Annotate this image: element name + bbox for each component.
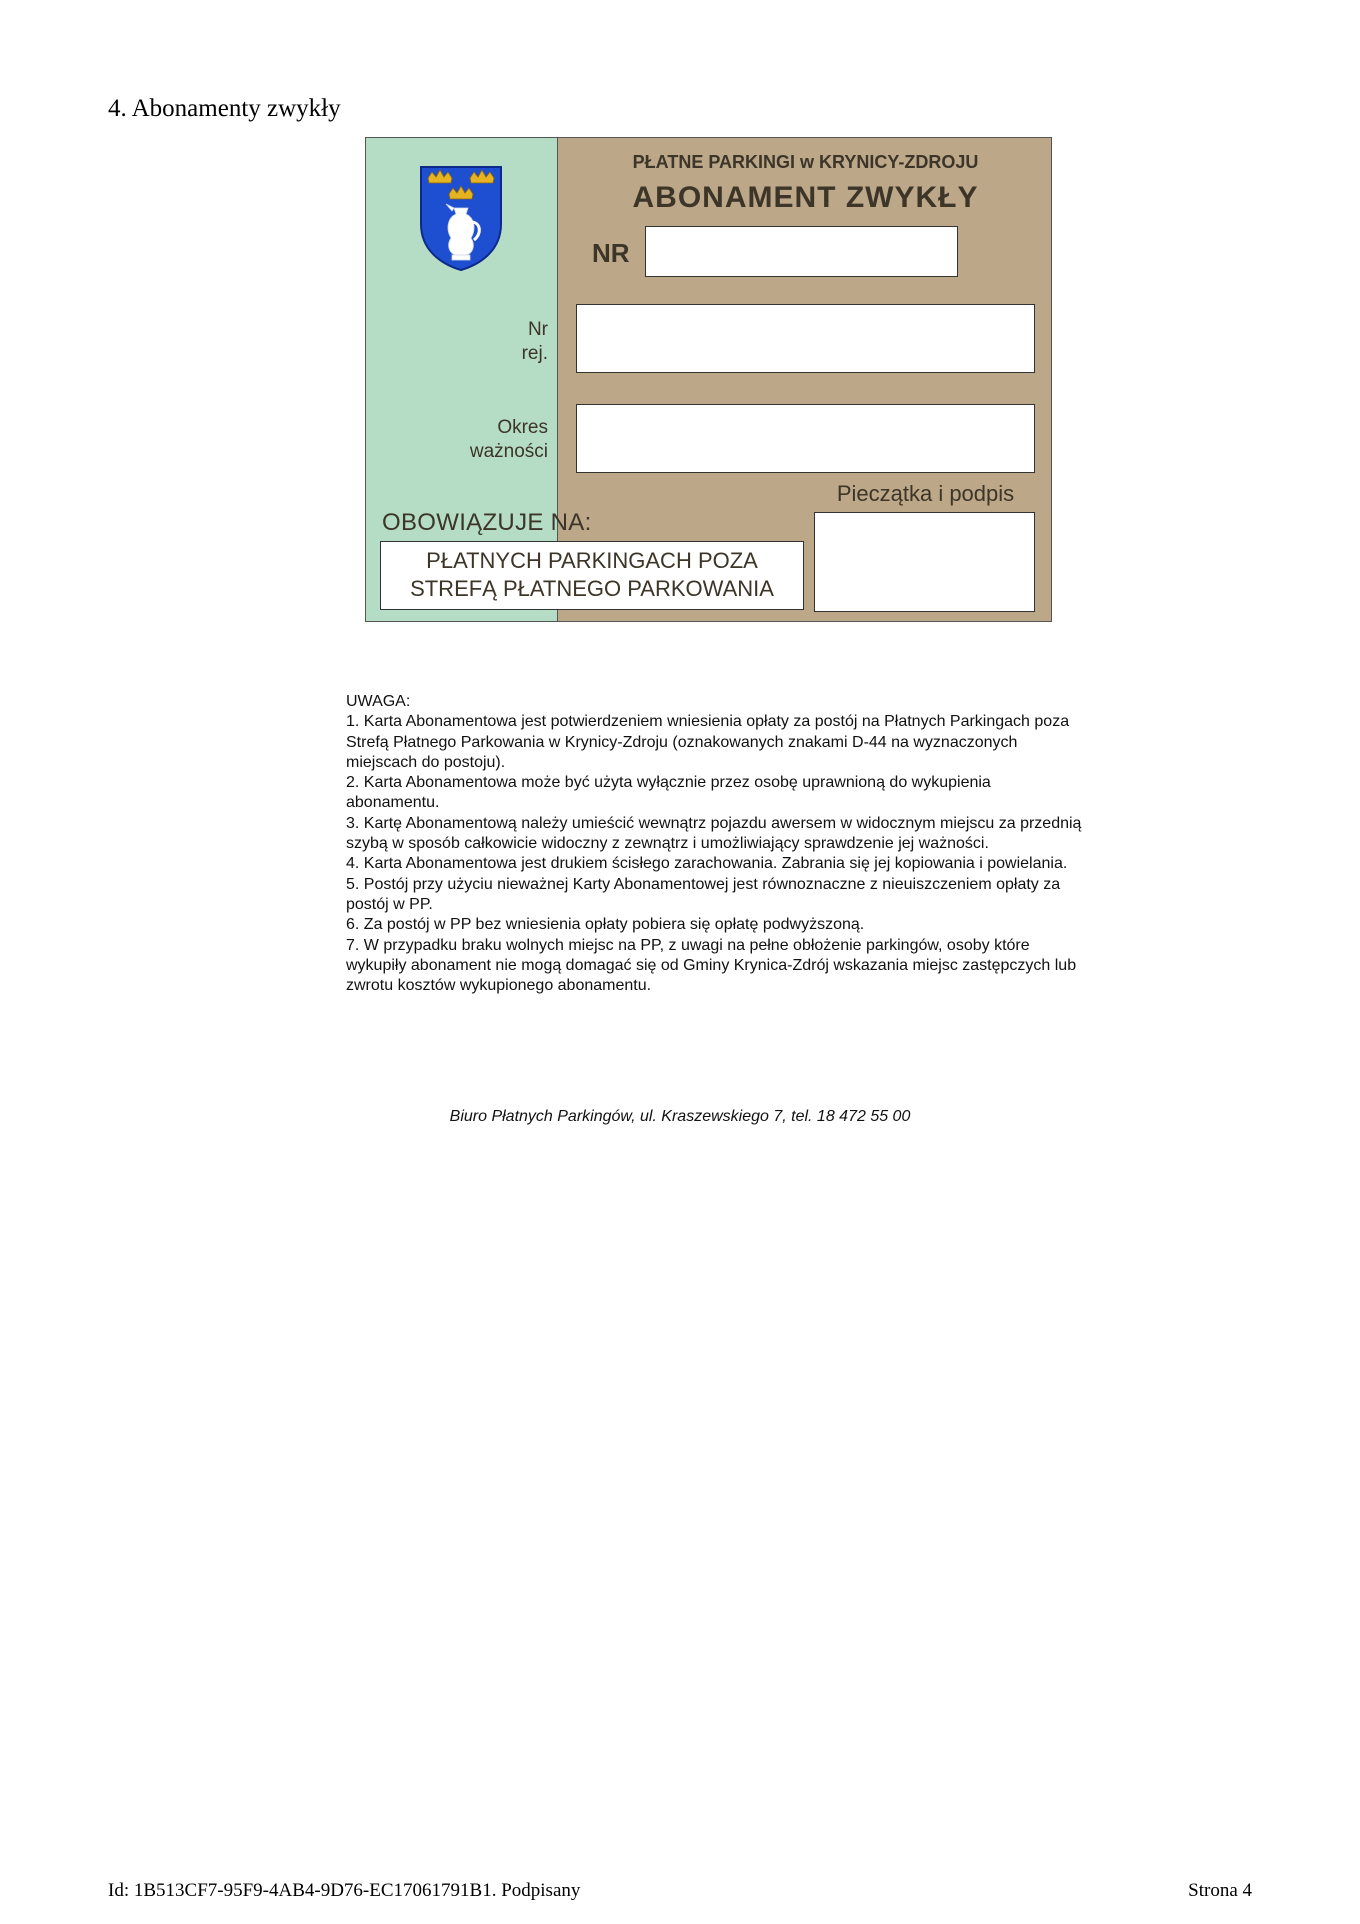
registration-number-field[interactable] <box>576 304 1035 373</box>
notes-header: UWAGA: <box>346 693 411 710</box>
document-id: Id: 1B513CF7-95F9-4AB4-9D76-EC17061791B1. Podpisany <box>108 1880 581 1901</box>
valid-on-label: OBOWIĄZUJE NA: <box>382 509 592 536</box>
registration-label-line2: rej. <box>521 343 548 364</box>
coat-of-arms-icon <box>418 164 504 272</box>
notes-section <box>346 692 1086 996</box>
validity-label-line2: ważności <box>469 441 548 462</box>
note-item: 2. Karta Abonamentowa może być użyta wyłącznie przez osobę uprawnioną do wykupienia abonamentu. <box>346 774 991 812</box>
stamp-signature-label: Pieczątka i podpis <box>836 481 1015 506</box>
valid-zone-box <box>380 541 804 610</box>
valid-zone-line2: STREFĄ PŁATNEGO PARKOWANIA <box>410 576 774 601</box>
registration-label-line1: Nr <box>527 319 548 340</box>
validity-label-line1: Okres <box>497 417 548 438</box>
page-number: Strona 4 <box>1188 1880 1252 1901</box>
note-item: 7. W przypadku braku wolnych miejsc na PP, z uwagi na pełne obłożenie parkingów, osoby które wykupiły abonament nie mogą domagać się od Gminy Krynica-Zdrój wskazania miejsc zastępczych lub zwrotu kosztów wykupionego abonamentu. <box>346 936 1077 995</box>
card-title-city: PŁATNE PARKINGI w KRYNICY-ZDROJU <box>632 152 979 172</box>
validity-period-field[interactable] <box>576 404 1035 473</box>
office-contact: Biuro Płatnych Parkingów, ul. Kraszewskiego 7, tel. 18 472 55 00 <box>449 1108 911 1125</box>
section-heading: 4. Abonamenty zwykły <box>108 95 341 122</box>
pass-number-field[interactable] <box>645 226 958 277</box>
note-item: 4. Karta Abonamentowa jest drukiem ścisłego zarachowania. Zabrania się jej kopiowania i powielania. <box>346 855 1068 873</box>
parking-pass-card <box>365 137 1052 622</box>
stamp-signature-field[interactable] <box>814 512 1035 612</box>
valid-zone-line1: PŁATNYCH PARKINGACH POZA <box>426 548 758 573</box>
note-item: 3. Kartę Abonamentową należy umieścić wewnątrz pojazdu awersem w widocznym miejscu za przednią szybą w sposób całkowicie widoczny z zewnątrz i umożliwiający sprawdzenie jej ważności. <box>346 814 1082 853</box>
card-title-type: ABONAMENT ZWYKŁY <box>632 181 979 214</box>
nr-label: NR <box>592 238 630 268</box>
note-item: 1. Karta Abonamentowa jest potwierdzeniem wniesienia opłaty za postój na Płatnych Parkingach poza Strefą Płatnego Parkowania w Krynicy-Zdroju (oznakowanych znakami D-44 na wyznaczonych miejscach do postoju). <box>346 713 1070 771</box>
note-item: 6. Za postój w PP bez wniesienia opłaty pobiera się opłatę podwyższoną. <box>346 916 865 934</box>
note-item: 5. Postój przy użyciu nieważnej Karty Abonamentowej jest równoznaczne z nieuiszczeniem opłaty za postój w PP. <box>346 875 1061 913</box>
